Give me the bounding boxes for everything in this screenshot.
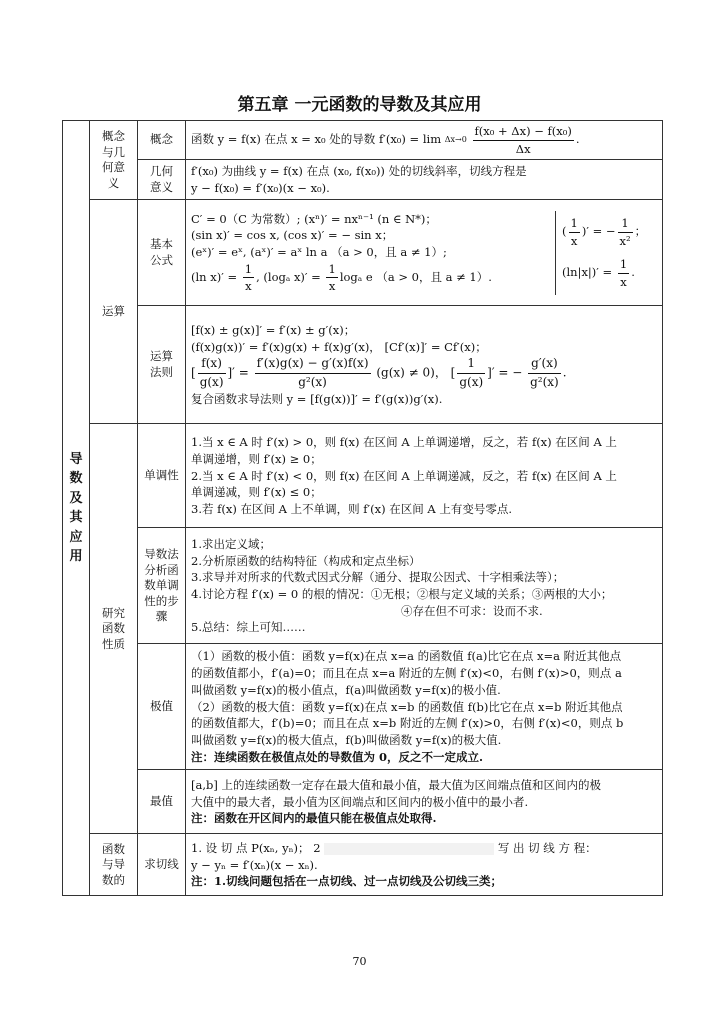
operations-group-label: 运算 <box>102 304 125 319</box>
mono-line-1: 1.当 x ∈ A 时 f′(x) > 0，则 f(x) 在区间 A 上单调递增，反之，若 f(x) 在区间 A 上 <box>191 435 617 450</box>
definition-numerator: f(x₀ + Δx) − f(x₀) <box>473 123 574 141</box>
reciprocal-rule-result-num: g′(x) <box>528 355 561 373</box>
quotient-num: f(x) <box>198 355 226 373</box>
reciprocal-formula <box>562 215 662 249</box>
rule-line-3: [ $\frac{f(x)}{g(x)}$ ]′ = $\frac{f'(x)g(x) - g'(x)f(x)}{\text{g²(x)}}$ (g(x) ≠ 0)， [ $\frac{1}{g(x)}$ ]′ = − $\frac{g'(x)}{\text{g²(x)}}$ . <box>191 355 657 391</box>
geometric-meaning-label <box>138 160 186 200</box>
basic-formula-line-1: C′ = 0（C 为常数）; (xⁿ)′ = nxⁿ⁻¹ (n ∈ N*)； <box>191 211 437 226</box>
tangent-note: 注：1.切线问题包括在一点切线、过一点切线及公切线三类； <box>191 874 503 889</box>
reciprocal-den: x <box>570 234 578 249</box>
steps-label-text: 导数法 分析函 数单调 性的步 骤 <box>144 547 179 624</box>
limit-subscript: Δx→0 <box>444 134 467 144</box>
reciprocal-result-fraction <box>618 215 633 249</box>
geometric-meaning-content <box>186 160 663 200</box>
extreme-line-5: 的函数值都大，f′(b)=0；而且在点 x=b 附近的左侧 f′(x)>0，右侧 f′(x)<0，则点 b <box>191 716 624 731</box>
rules-label <box>138 306 186 424</box>
ln-abs-end: . <box>631 265 635 279</box>
rules-label-text: 运算 法则 <box>150 349 173 379</box>
ln-abs-den: x <box>620 274 627 289</box>
mono-line-5: 3.若 f(x) 在区间 A 上不单调，则 f′(x) 在区间 A 上有变号零点. <box>191 501 513 516</box>
max-line-2: 大值中的最大者，最小值为区间端点和区间内的极小值中的最小者. <box>191 794 529 809</box>
tangent-line-1a: 1. 设 切 点 P(xₙ, yₙ)； 2 <box>191 840 321 855</box>
tangent-group-label: 函数 与导 数的 <box>102 841 125 887</box>
max-min-content <box>186 770 663 834</box>
reciprocal-rule-fraction <box>457 355 485 391</box>
log-derivative-tail: logₐ e （a > 0，且 a ≠ 1）. <box>339 269 492 284</box>
basic-formula-right <box>555 211 662 295</box>
steps-content <box>186 528 663 644</box>
definition-fraction <box>473 123 574 157</box>
chapter-title: 第五章 一元函数的导数及其应用 <box>237 95 482 115</box>
reciprocal-mid: )′ = − <box>581 224 616 239</box>
concept-def-label: 概念 <box>138 121 186 160</box>
basic-formula-label <box>138 200 186 306</box>
monotonicity-label: 单调性 <box>138 424 186 528</box>
max-min-label: 最值 <box>138 770 186 834</box>
tangent-group-cell <box>90 834 138 896</box>
research-group-label: 研究 函数 性质 <box>102 605 125 651</box>
steps-line-3: 3.求导并对所求的代数式因式分解（通分、提取公因式、十字相乘法等）； <box>191 570 565 585</box>
log-den: x <box>328 279 336 294</box>
ln-abs-num: 1 <box>618 256 629 274</box>
ln-abs-fraction <box>618 256 629 290</box>
monotonicity-content <box>186 424 663 528</box>
steps-line-2: 2.分析原函数的结构特征（构成和定点坐标） <box>191 553 421 568</box>
rule-line-4: 复合函数求导法则 y = [f(g(x))]′ = f′(g(x))g′(x). <box>191 392 443 407</box>
ln-abs-text: (ln|x|)′ = <box>562 265 613 279</box>
reciprocal-rule-num: 1 <box>457 355 485 373</box>
derivative-definition: 函数 y = f(x) 在点 x = x₀ 处的导数 f′(x₀) = lim Δx→0 $\frac{\text{f(x₀ + Δx) − f(x₀)}}{\Delta x}$ . <box>186 121 663 160</box>
ln-den: x <box>245 279 252 294</box>
tangent-content <box>186 834 663 896</box>
research-group-cell <box>90 424 138 834</box>
steps-line-5: ④存在但不可求：设而不求. <box>401 603 543 618</box>
geometric-meaning-text: 几何 意义 <box>150 164 173 194</box>
extreme-line-4: （2）函数的极大值：函数 y=f(x)在点 x=b 的函数值 f(b)比它在点 x=b 附近其他点 <box>191 699 623 714</box>
derivative-rules <box>186 306 663 424</box>
reciprocal-end: ； <box>634 224 647 239</box>
reciprocal-open: ( <box>562 224 567 239</box>
ln-num: 1 <box>243 261 254 279</box>
basic-formulas <box>186 200 663 306</box>
ln-derivative-text: (ln x)′ = <box>191 269 238 284</box>
quotient-condition: (g(x) ≠ 0)， <box>376 365 447 380</box>
reciprocal-num: 1 <box>569 215 580 233</box>
main-category-cell <box>63 121 90 896</box>
reciprocal-result-den: x² <box>619 234 631 249</box>
extreme-line-2: 的函数值都小，f′(a)=0；而且在点 x=a 附近的左侧 f′(x)<0，右侧 f′(x)>0，则点 a <box>191 666 622 681</box>
geometric-line-2: y − f(x₀) = f′(x₀)(x − x₀). <box>191 180 330 195</box>
quotient-result-fraction <box>255 355 371 391</box>
definition-text: 函数 y = f(x) 在点 x = x₀ 处的导数 f′(x₀) = lim <box>191 132 442 147</box>
reciprocal-fraction <box>569 215 580 249</box>
basic-formula-inner <box>191 211 662 295</box>
concept-group-cell <box>90 121 138 200</box>
basic-formula-line-2: (sin x)′ = cos x, (cos x)′ = − sin x； <box>191 228 394 243</box>
steps-line-4: 4.讨论方程 f′(x) = 0 的根的情况：①无根；②根与定义域的关系；③两根的大小； <box>191 586 613 601</box>
limit-subscript-wrap <box>445 136 467 145</box>
steps-line-6: 5.总结：综上可知…… <box>191 620 306 635</box>
ln-abs-formula <box>562 256 662 290</box>
log-derivative-text: , (logₐ x)′ = <box>256 269 321 284</box>
basic-formula-text: 基本 公式 <box>150 237 173 267</box>
tangent-line-2: y − yₙ = f′(xₙ)(x − xₙ). <box>191 857 318 872</box>
log-fraction <box>326 261 337 295</box>
redacted-region <box>324 843 494 855</box>
log-num: 1 <box>326 261 337 279</box>
basic-formula-line-4 <box>191 261 549 295</box>
extreme-content <box>186 644 663 770</box>
main-category-label: 导 数 及 其 应 用 <box>69 451 83 565</box>
reciprocal-rule-result-den: g²(x) <box>530 374 559 389</box>
rule-line-2: (f(x)g(x))′ = f′(x)g(x) + f(x)g′(x)， [Cf′(x)]′ = Cf′(x)； <box>191 339 487 354</box>
mono-line-3: 2.当 x ∈ A 时 f′(x) < 0，则 f(x) 在区间 A 上单调递减，反之，若 f(x) 在区间 A 上 <box>191 468 617 483</box>
extreme-label: 极值 <box>138 644 186 770</box>
mono-line-2: 单调递增，则 f′(x) ≥ 0； <box>191 451 322 466</box>
geometric-line-1: f′(x₀) 为曲线 y = f(x) 在点 (x₀, f(x₀)) 处的切线斜率，切线方程是 <box>191 164 527 179</box>
steps-label <box>138 528 186 644</box>
steps-line-1: 1.求出定义域； <box>191 536 271 551</box>
extreme-line-3: 叫做函数 y=f(x)的极小值点，f(a)叫做函数 y=f(x)的极小值. <box>191 682 501 697</box>
extreme-line-1: （1）函数的极小值：函数 y=f(x)在点 x=a 的函数值 f(a)比它在点 x=a 附近其他点 <box>191 649 622 664</box>
reciprocal-rule-result <box>528 355 561 391</box>
max-note: 注：函数在开区间内的最值只能在极值点处取得. <box>191 811 437 826</box>
reciprocal-result-num: 1 <box>618 215 633 233</box>
tangent-label: 求切线 <box>138 834 186 896</box>
reciprocal-rule-den: g(x) <box>459 374 484 389</box>
mono-line-4: 单调递减，则 f′(x) ≤ 0； <box>191 485 322 500</box>
extreme-line-6: 叫做函数 y=f(x)的极大值点，f(b)叫做函数 y=f(x)的极大值. <box>191 732 502 747</box>
tangent-line-1b: 写 出 切 线 方 程： <box>497 840 597 855</box>
concept-group-label: 概念 与几 何意 义 <box>102 129 125 190</box>
ln-fraction <box>243 261 254 295</box>
basic-formula-left <box>191 211 555 295</box>
quotient-result-num: f′(x)g(x) − g′(x)f(x) <box>255 355 371 373</box>
definition-denominator: Δx <box>515 141 531 156</box>
max-line-1: [a,b] 上的连续函数一定存在最大值和最小值，最大值为区间端点值和区间内的极 <box>191 777 601 792</box>
summary-table <box>62 120 663 896</box>
rule-line-1: [f(x) ± g(x)]′ = f′(x) ± g′(x)； <box>191 322 356 337</box>
quotient-result-den: g²(x) <box>298 374 327 389</box>
basic-formula-line-3: (eˣ)′ = eˣ, (aˣ)′ = aˣ ln a （a > 0，且 a ≠ 1）; <box>191 245 447 259</box>
extreme-note: 注：连续函数在极值点处的导数值为 0，反之不一定成立. <box>191 749 484 764</box>
operations-group-cell <box>90 200 138 424</box>
tangent-line-1 <box>191 840 657 857</box>
quotient-fraction <box>198 355 226 391</box>
page-number: 70 <box>352 955 367 968</box>
quotient-den: g(x) <box>199 374 224 389</box>
